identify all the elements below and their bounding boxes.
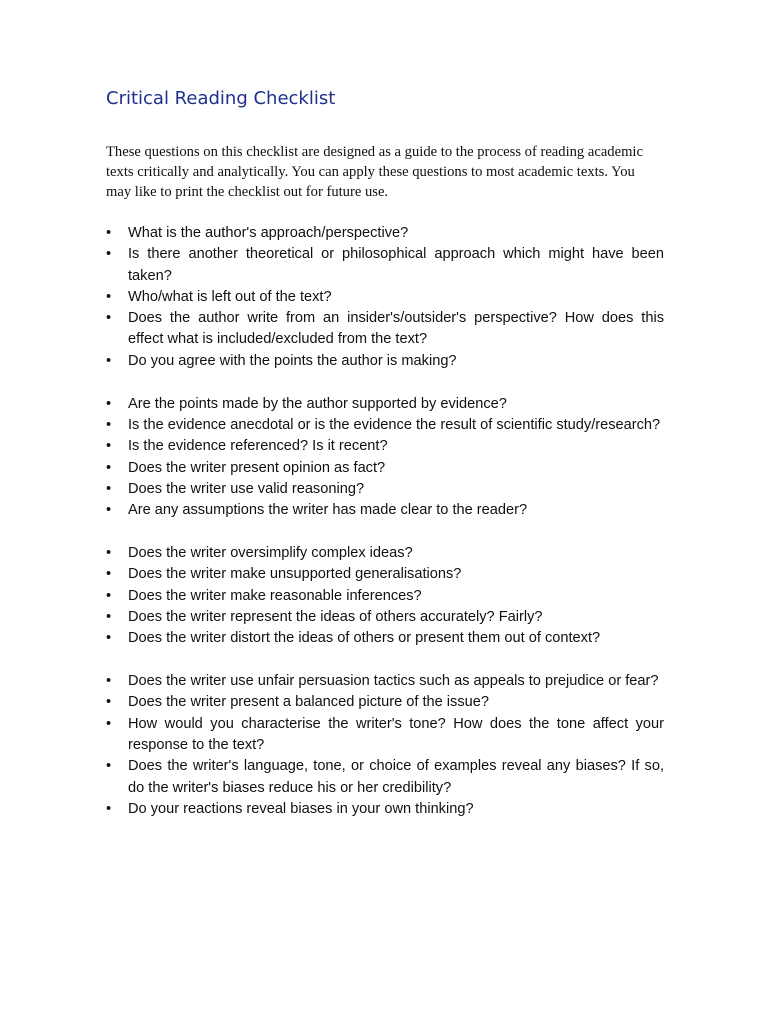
checklist-item (106, 671, 664, 692)
checklist-item (106, 799, 664, 820)
checklist-item (106, 458, 664, 479)
checklist-item-text: Does the author write from an insider's/outsider's perspective? How does this effect what is included/excluded from the text? (128, 310, 664, 348)
checklist-item (106, 756, 664, 799)
checklist-group-4 (106, 671, 664, 820)
checklist-group-1 (106, 223, 664, 372)
checklist-item (106, 415, 664, 436)
checklist-item (106, 607, 664, 628)
checklist-item (106, 244, 664, 287)
checklist-item-text: Are any assumptions the writer has made clear to the reader? (128, 502, 528, 519)
checklist-item (106, 564, 664, 585)
checklist-item (106, 714, 664, 757)
bullet-icon: • (106, 630, 112, 647)
checklist-item (106, 500, 664, 521)
checklist-item (106, 308, 664, 351)
bullet-icon: • (106, 566, 112, 583)
checklist-item-text: What is the author's approach/perspective? (128, 225, 409, 241)
checklist-item-text: Is there another theoretical or philosophical approach which might have been taken? (128, 246, 664, 284)
bullet-icon: • (106, 480, 112, 497)
bullet-icon: • (106, 608, 112, 625)
checklist-item (106, 287, 664, 308)
bullet-icon: • (106, 395, 112, 412)
checklist-item-text: Does the writer present opinion as fact? (128, 459, 386, 476)
bullet-icon: • (106, 288, 112, 305)
bullet-icon: • (106, 673, 112, 690)
checklist-item (106, 351, 664, 372)
bullet-icon: • (106, 246, 112, 263)
intro-paragraph: These questions on this checklist are designed as a guide to the process of reading academic texts critically and analytically. You can apply these questions to most academic texts. You may like to print the checklist out for future use. (106, 144, 643, 200)
checklist-item (106, 436, 664, 457)
checklist-item (106, 543, 664, 564)
checklist-item-text: Who/what is left out of the text? (128, 288, 332, 305)
bullet-icon: • (106, 587, 112, 604)
bullet-icon: • (106, 694, 112, 711)
checklist-item (106, 394, 664, 415)
bullet-icon: • (106, 758, 112, 775)
checklist-item-text: Do you agree with the points the author is making? (128, 352, 457, 369)
checklist (106, 223, 664, 842)
checklist-group-2 (106, 394, 664, 522)
bullet-icon: • (106, 416, 112, 433)
checklist-item-text: Does the writer oversimplify complex ideas? (128, 545, 413, 562)
checklist-item (106, 223, 664, 244)
checklist-group-3 (106, 543, 664, 649)
bullet-icon: • (106, 459, 112, 476)
checklist-item-text: Does the writer's language, tone, or choice of examples reveal any biases? If so, do the writer's biases reduce his or her credibility? (128, 758, 664, 796)
page-title: Critical Reading Checklist (106, 88, 336, 109)
bullet-icon: • (106, 352, 112, 369)
bullet-icon: • (106, 438, 112, 455)
checklist-item (106, 628, 664, 649)
checklist-item-text: Does the writer use unfair persuasion tactics such as appeals to prejudice or fear? (128, 673, 659, 690)
bullet-icon: • (106, 310, 112, 327)
checklist-item-text: Is the evidence anecdotal or is the evidence the result of scientific study/research? (128, 416, 661, 433)
checklist-item (106, 586, 664, 607)
bullet-icon: • (106, 715, 112, 732)
checklist-item (106, 692, 664, 713)
checklist-item (106, 479, 664, 500)
checklist-item-text: Does the writer present a balanced picture of the issue? (128, 694, 489, 711)
bullet-icon: • (106, 800, 112, 817)
checklist-item-text: How would you characterise the writer's tone? How does the tone affect your response to the text? (128, 715, 664, 754)
bullet-icon: • (106, 225, 112, 241)
checklist-item-text: Does the writer represent the ideas of others accurately? Fairly? (128, 608, 543, 625)
checklist-item-text: Do your reactions reveal biases in your own thinking? (128, 800, 474, 817)
checklist-item-text: Does the writer make reasonable inferences? (128, 587, 422, 604)
bullet-icon: • (106, 502, 112, 519)
checklist-item-text: Does the writer use valid reasoning? (128, 480, 365, 497)
checklist-item-text: Does the writer distort the ideas of others or present them out of context? (128, 630, 601, 647)
bullet-icon: • (106, 545, 112, 562)
checklist-item-text: Is the evidence referenced? Is it recent? (128, 438, 388, 455)
checklist-item-text: Are the points made by the author supported by evidence? (128, 395, 507, 412)
checklist-item-text: Does the writer make unsupported generalisations? (128, 566, 462, 583)
